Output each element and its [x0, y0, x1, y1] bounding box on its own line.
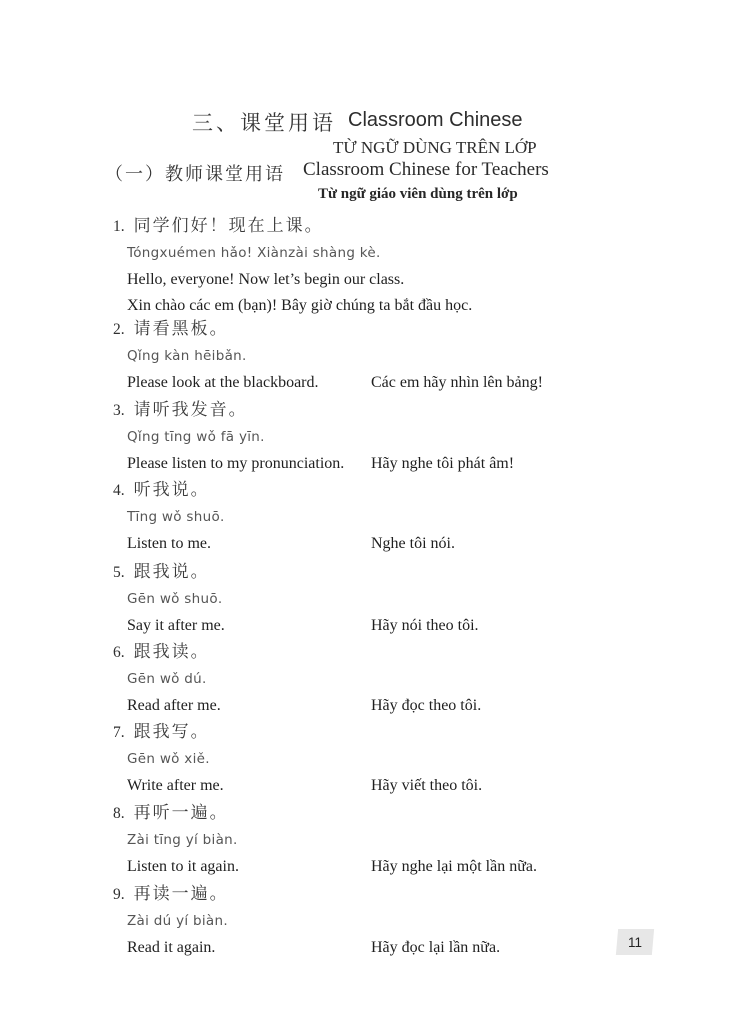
translation-row: [127, 857, 658, 877]
pinyin-line: Qǐng tīng wǒ fā yīn.: [127, 429, 265, 445]
pinyin-line: Tóngxuémen hǎo! Xiànzài shàng kè.: [127, 245, 381, 261]
phrase-item-2: [113, 318, 658, 393]
pinyin-line: Gēn wǒ xiě.: [127, 751, 210, 767]
chinese-text: 跟我读。: [133, 642, 210, 661]
phrase-item-3: [113, 399, 658, 474]
chinese-sentence: [113, 479, 658, 502]
translation-row: [127, 270, 658, 316]
pinyin-line: Zài tīng yí biàn.: [127, 832, 238, 848]
translation-row: [127, 616, 658, 636]
phrase-item-8: [113, 802, 658, 877]
chinese-text: 跟我说。: [133, 562, 210, 581]
english-translation: Write after me.: [127, 777, 224, 794]
vietnamese-translation: Hãy viết theo tôi.: [371, 777, 483, 794]
item-number: 9.: [113, 886, 125, 903]
page-title-vietnamese: TỪ NGỮ DÙNG TRÊN LỚP: [333, 138, 537, 157]
page-number-badge: [616, 929, 654, 955]
chinese-text: 听我说。: [133, 480, 210, 499]
phrase-item-6: [113, 641, 658, 716]
phrase-item-9: [113, 883, 658, 958]
chinese-sentence: [113, 318, 658, 341]
chinese-text: 跟我写。: [133, 722, 210, 741]
translation-row: [127, 696, 658, 716]
translation-row: [127, 454, 658, 474]
chinese-sentence: [113, 215, 658, 238]
translation-row: [127, 534, 658, 554]
item-number: 1.: [113, 218, 125, 235]
item-number: 5.: [113, 564, 125, 581]
item-number: 7.: [113, 724, 125, 741]
chinese-sentence: [113, 883, 658, 906]
vietnamese-translation: Các em hãy nhìn lên bảng!: [371, 374, 543, 391]
pinyin-line: Zài dú yí biàn.: [127, 913, 228, 929]
english-translation: Listen to me.: [127, 535, 211, 552]
vietnamese-translation: Hãy nghe lại một lần nữa.: [371, 858, 537, 875]
chinese-text: 再读一遍。: [133, 884, 229, 903]
translation-row: [127, 373, 658, 393]
item-number: 4.: [113, 482, 125, 499]
item-number: 6.: [113, 644, 125, 661]
phrase-item-1: [113, 215, 658, 316]
vietnamese-translation: Xin chào các em (bạn)! Bây giờ chúng ta bắt đầu học.: [127, 297, 473, 314]
chinese-text: 同学们好！现在上课。: [133, 216, 324, 235]
chinese-text: 再听一遍。: [133, 803, 229, 822]
english-translation: Please look at the blackboard.: [127, 374, 319, 391]
translation-row: [127, 938, 658, 958]
section-title-vietnamese: Từ ngữ giáo viên dùng trên lớp: [318, 186, 518, 202]
pinyin-line: Tīng wǒ shuō.: [127, 509, 225, 525]
pinyin-line: Qǐng kàn hēibǎn.: [127, 348, 247, 364]
page-title-chinese: 三、课堂用语: [192, 111, 336, 135]
pinyin-line: Gēn wǒ shuō.: [127, 591, 223, 607]
item-number: 3.: [113, 402, 125, 419]
section-title-english: Classroom Chinese for Teachers: [303, 159, 549, 180]
english-translation: Hello, everyone! Now let’s begin our class.: [127, 271, 405, 288]
chinese-sentence: [113, 561, 658, 584]
item-number: 8.: [113, 805, 125, 822]
vietnamese-translation: Hãy đọc theo tôi.: [371, 697, 482, 714]
chinese-sentence: [113, 399, 658, 422]
vietnamese-translation: Hãy đọc lại lần nữa.: [371, 939, 501, 956]
pinyin-line: Gēn wǒ dú.: [127, 671, 207, 687]
section-title-chinese: （一）教师课堂用语: [105, 164, 285, 184]
vietnamese-translation: Hãy nói theo tôi.: [371, 617, 479, 634]
english-translation: Listen to it again.: [127, 858, 239, 875]
vietnamese-translation: Hãy nghe tôi phát âm!: [371, 455, 515, 472]
phrase-item-7: [113, 721, 658, 796]
english-translation: Say it after me.: [127, 617, 225, 634]
chinese-sentence: [113, 641, 658, 664]
phrase-item-5: [113, 561, 658, 636]
english-translation: Read it again.: [127, 939, 216, 956]
chinese-text: 请听我发音。: [133, 400, 248, 419]
phrase-item-4: [113, 479, 658, 554]
page-number: 11: [627, 934, 642, 950]
chinese-sentence: [113, 802, 658, 825]
english-translation: Please listen to my pronunciation.: [127, 455, 345, 472]
item-number: 2.: [113, 321, 125, 338]
translation-row: [127, 776, 658, 796]
chinese-sentence: [113, 721, 658, 744]
vietnamese-translation: Nghe tôi nói.: [371, 535, 455, 552]
chinese-text: 请看黑板。: [133, 319, 229, 338]
english-translation: Read after me.: [127, 697, 221, 714]
page-title-english: Classroom Chinese: [348, 109, 523, 131]
